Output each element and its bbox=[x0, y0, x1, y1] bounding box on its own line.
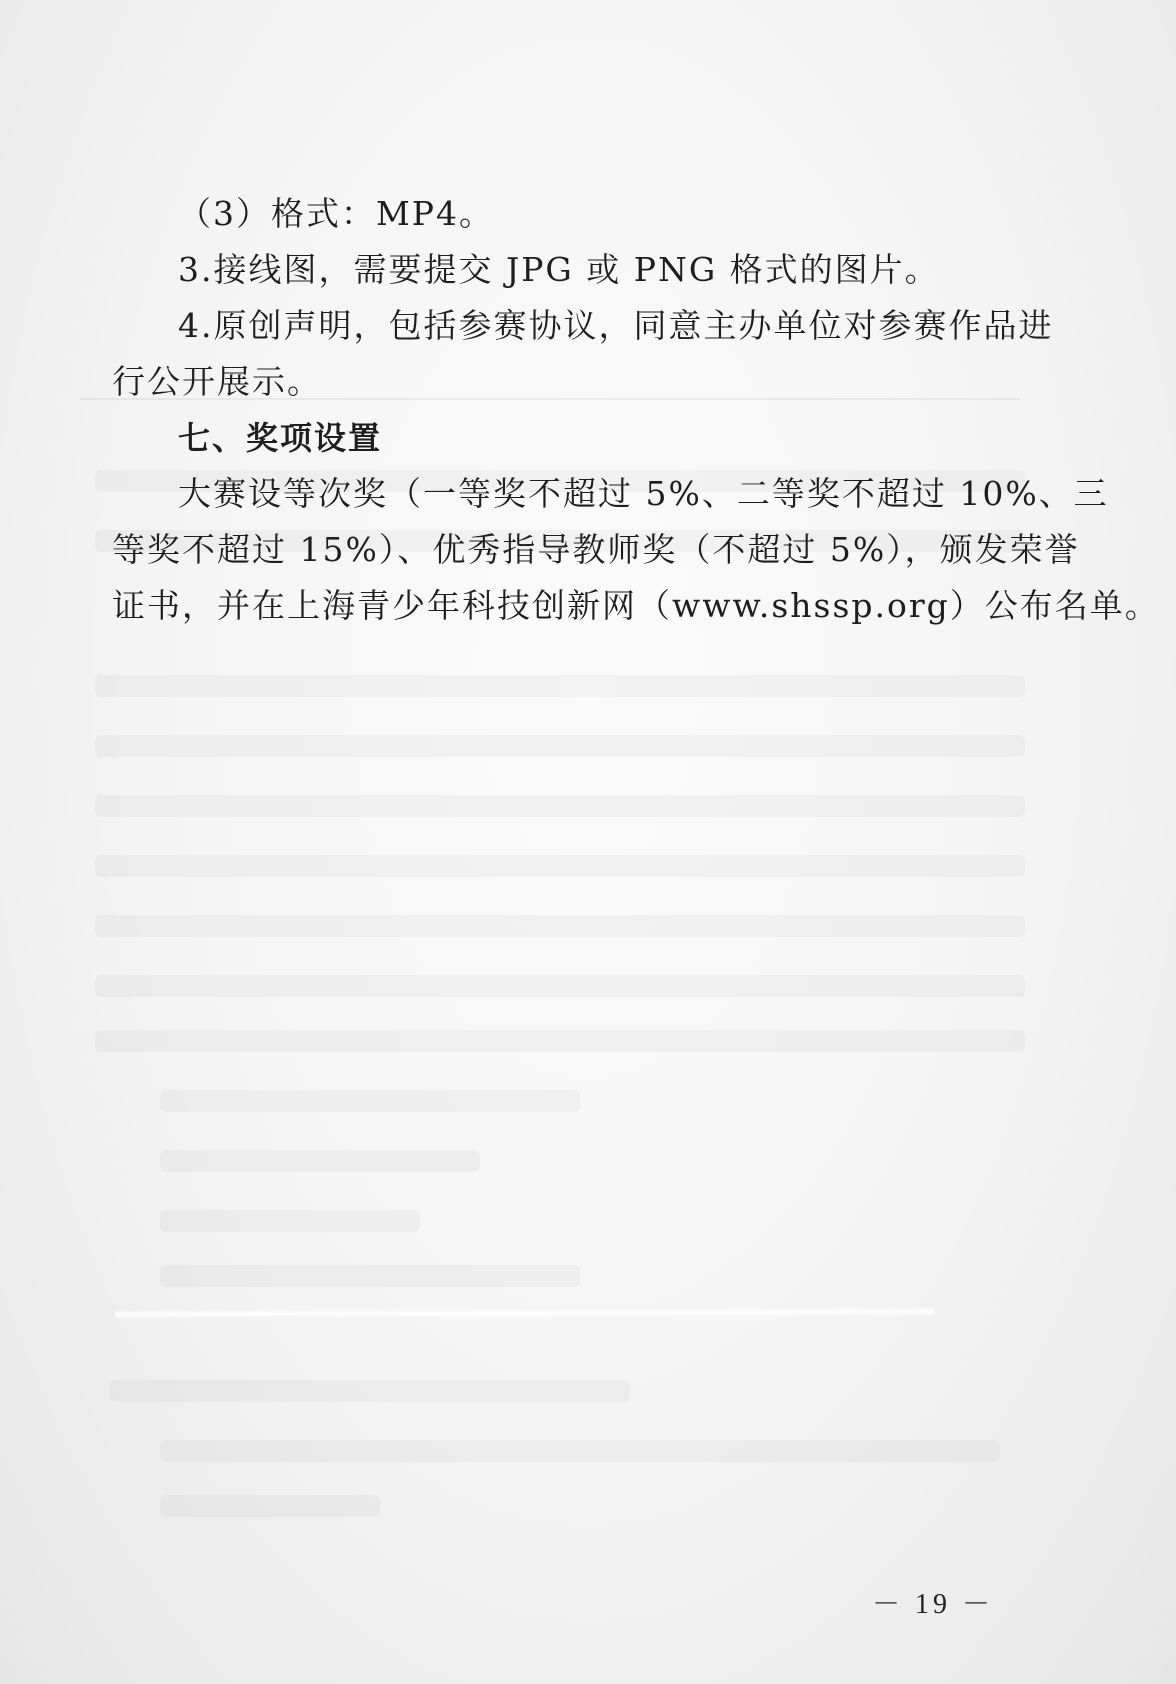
awards-paragraph-line: 大赛设等次奖（一等奖不超过 5%、二等奖不超过 10%、三 bbox=[178, 474, 1109, 513]
show-through-line bbox=[95, 1030, 1025, 1052]
originality-statement-line: 4.原创声明，包括参赛协议，同意主办单位对参赛作品进 bbox=[178, 306, 1054, 345]
show-through-line bbox=[160, 1440, 1000, 1462]
show-through-line bbox=[95, 735, 1025, 757]
show-through-line bbox=[95, 675, 1025, 697]
show-through-line bbox=[160, 1090, 580, 1112]
show-through-line bbox=[160, 1150, 480, 1172]
show-through-line bbox=[160, 1495, 380, 1517]
awards-paragraph-line: 等奖不超过 15%）、优秀指导教师奖（不超过 5%），颁发荣誉 bbox=[112, 530, 1080, 569]
page-number: － 19 － bbox=[872, 1589, 995, 1620]
document-body bbox=[112, 186, 1160, 634]
show-through-line bbox=[95, 855, 1025, 877]
show-through-line bbox=[95, 975, 1025, 997]
show-through-line bbox=[110, 1380, 630, 1402]
paper-fold-crease bbox=[115, 1307, 935, 1320]
format-line: （3）格式：MP4。 bbox=[178, 194, 494, 233]
awards-heading: 七、奖项设置 bbox=[178, 419, 383, 457]
show-through-line bbox=[95, 915, 1025, 937]
wiring-diagram-line: 3.接线图，需要提交 JPG 或 PNG 格式的图片。 bbox=[178, 250, 940, 289]
awards-paragraph-line: 证书，并在上海青少年科技创新网（www.shssp.org）公布名单。 bbox=[112, 586, 1160, 625]
show-through-line bbox=[160, 1210, 420, 1232]
show-through-line bbox=[95, 795, 1025, 817]
originality-statement-continuation: 行公开展示。 bbox=[112, 362, 322, 401]
show-through-line bbox=[160, 1265, 580, 1287]
